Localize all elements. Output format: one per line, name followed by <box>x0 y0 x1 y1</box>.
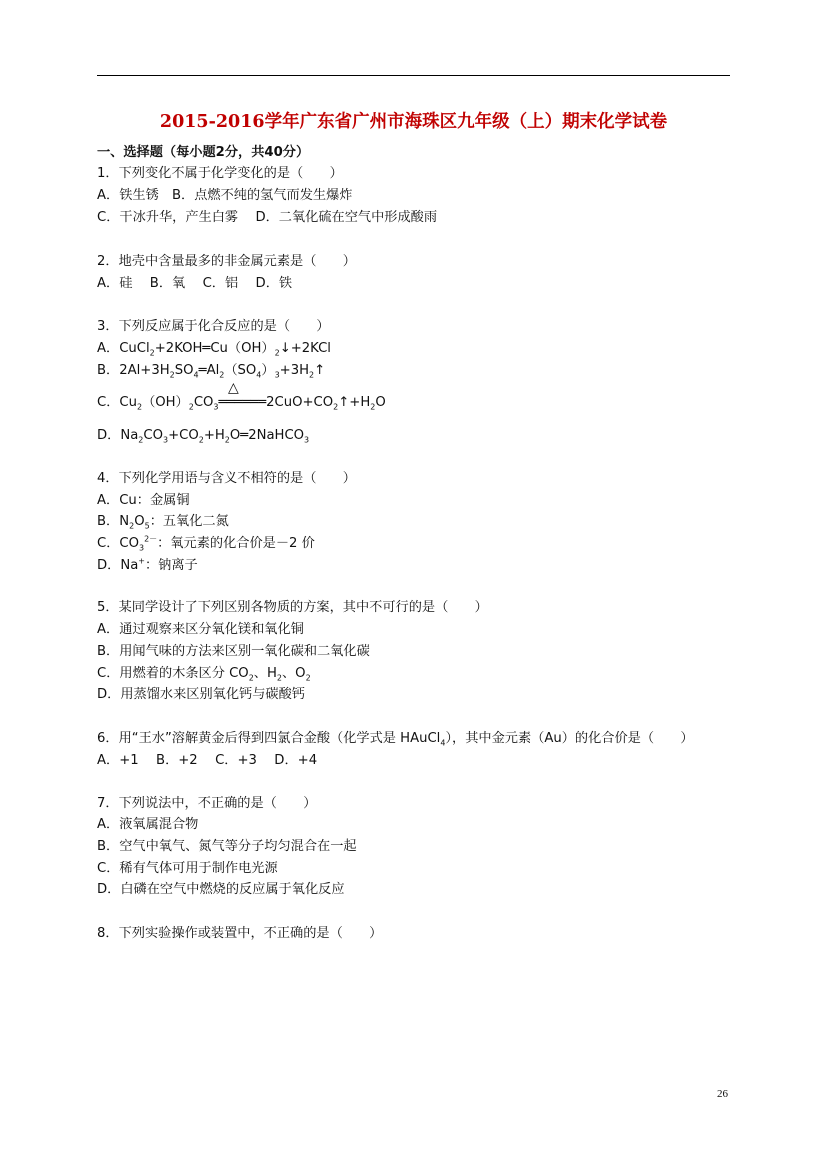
header-rule <box>97 75 730 76</box>
q5-stem: 5．某同学设计了下列区别各物质的方案，其中不可行的是（ ） <box>97 600 488 615</box>
q7-option-a: A．液氧属混合物 <box>97 817 199 832</box>
q8-stem: 8．下列实验操作或装置中，不正确的是（ ） <box>97 926 383 941</box>
section-heading: 一、选择题（每小题2分，共40分） <box>97 145 310 160</box>
q5-option-a: A．通过观察来区分氧化镁和氧化铜 <box>97 622 304 637</box>
q3-option-d: D．$Na_2CO_3+CO_2+H_2O═2NaHCO_3$ <box>97 428 310 445</box>
q1-stem: 1．下列变化不属于化学变化的是（ ） <box>97 166 343 181</box>
q4-option-a: A．Cu：金属铜 <box>97 493 190 508</box>
q4-option-d: D．Na+：钠离子 <box>97 556 198 573</box>
q7-option-b: B．空气中氧气、氮气等分子均匀混合在一起 <box>97 839 357 854</box>
q3-option-b: B．$2Al+3H_2SO_4═Al_2(SO_4)_3+3H_2↑$ <box>97 363 326 380</box>
q7-option-d: D．白磷在空气中燃烧的反应属于氧化反应 <box>97 882 345 897</box>
q5-option-c: C．用燃着的木条区分 $CO_2$、$H_2$、$O_2$ <box>97 666 311 683</box>
q7-stem: 7．下列说法中，不正确的是（ ） <box>97 796 317 811</box>
q4-option-b: B．$N_2O_5$：五氧化二氮 <box>97 514 229 531</box>
q4-option-c: C．$CO_3^{2-}$：氧元素的化合价是－2 价 <box>97 534 315 553</box>
q1-options-ab: A．铁生锈 B．点燃不纯的氢气而发生爆炸 <box>97 188 353 203</box>
q2-options: A．硅 B．氧 C．铝 D．铁 <box>97 276 293 291</box>
q3-stem: 3．下列反应属于化合反应的是（ ） <box>97 319 330 334</box>
q2-stem: 2．地壳中含量最多的非金属元素是（ ） <box>97 254 356 269</box>
q3-option-c: C．$Cu_2(OH)_2CO_3══════2CuO+CO_2↑+H_2O$ <box>97 395 386 412</box>
q6-stem: 6．用“王水”溶解黄金后得到四氯合金酸（化学式是 HAuCl$_4$），其中金元素（Au）的化合价是（ ） <box>97 731 694 748</box>
page-title: 2015-2016学年广东省广州市海珠区九年级（上）期末化学试卷 <box>159 112 668 132</box>
q5-option-d: D．用蒸馏水来区别氧化钙与碳酸钙 <box>97 687 305 702</box>
page-number: 26 <box>717 1088 728 1100</box>
q4-stem: 4．下列化学用语与含义不相符的是（ ） <box>97 471 356 486</box>
q6-options: A．+1 B．+2 C．+3 D．+4 <box>97 753 318 768</box>
q7-option-c: C．稀有气体可用于制作电光源 <box>97 861 278 876</box>
q5-option-b: B．用闻气味的方法来区别一氧化碳和二氧化碳 <box>97 644 370 659</box>
q3-option-a: A．$CuCl_2+2KOH═Cu(OH)_2↓+2KCl$ <box>97 341 331 358</box>
q1-options-cd: C．干冰升华，产生白雾 D．二氧化硫在空气中形成酸雨 <box>97 210 438 225</box>
heat-condition-symbol: △ <box>228 380 239 396</box>
